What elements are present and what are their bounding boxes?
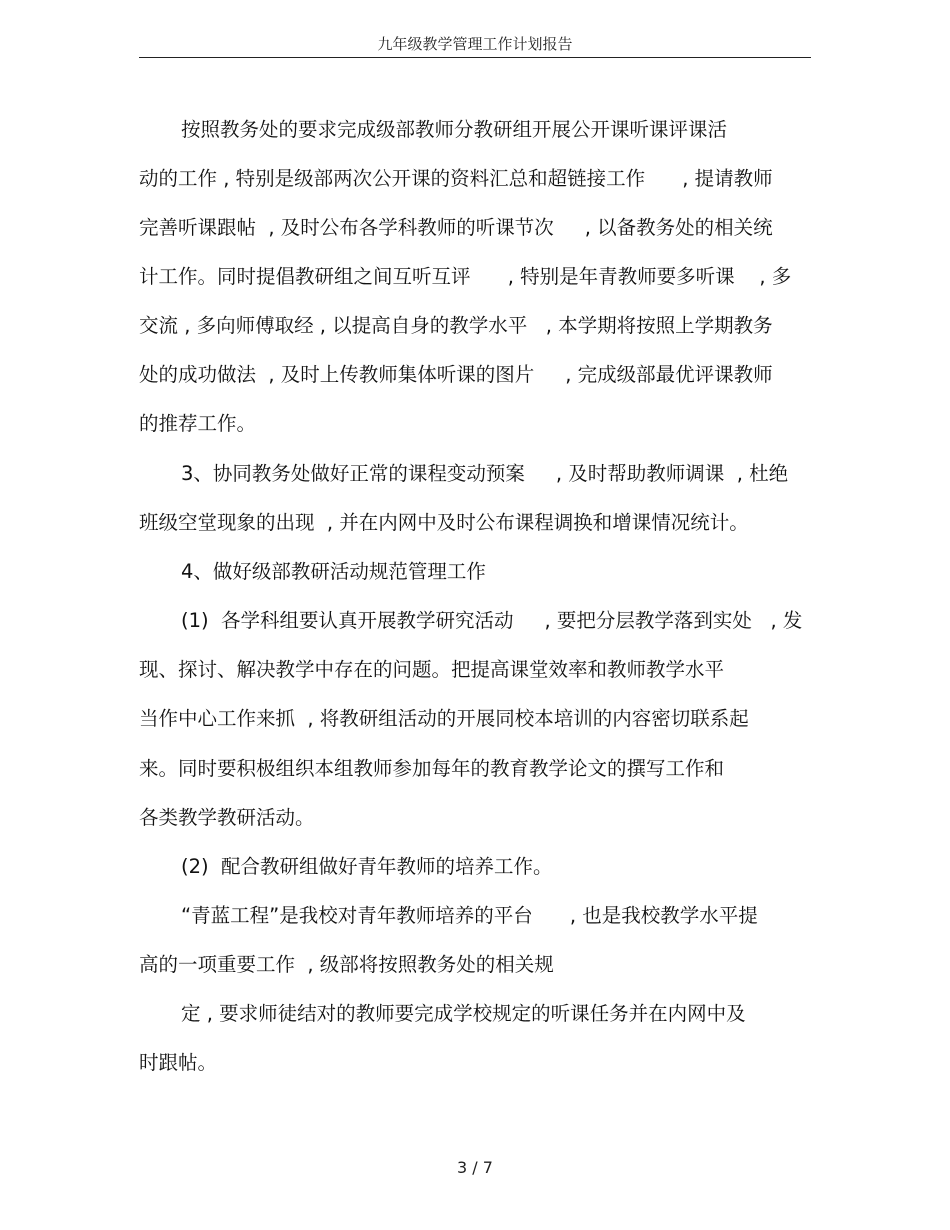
body-line: 计工作。同时提倡教研组之间互听互评 , 特别是年青教师要多听课 , 多 bbox=[139, 265, 792, 288]
header-title: 九年级教学管理工作计划报告 bbox=[377, 35, 573, 53]
body-line: 的推荐工作。 bbox=[139, 412, 257, 435]
body-line: “青蓝工程”是我校对青年教师培养的平台 , 也是我校教学水平提 bbox=[181, 904, 758, 927]
body-line: 班级空堂现象的出现 , 并在内网中及时公布课程调换和增课情况统计。 bbox=[139, 511, 749, 534]
body-line: 交流 , 多向师傅取经 , 以提高自身的教学水平 , 本学期将按照上学期教务 bbox=[139, 314, 773, 337]
body-line: (1) 各学科组要认真开展教学研究活动 , 要把分层教学落到实处 , 发 bbox=[181, 609, 803, 632]
body-line: 完善听课跟帖 , 及时公布各学科教师的听课节次 , 以备教务处的相关统 bbox=[139, 216, 773, 239]
page-number: 3 / 7 bbox=[457, 1158, 493, 1177]
body-line: 4、做好级部教研活动规范管理工作 bbox=[181, 560, 486, 583]
body-line: 时跟帖。 bbox=[139, 1051, 218, 1074]
body-line: 来。同时要积极组织本组教师参加每年的教育教学论文的撰写工作和 bbox=[139, 757, 725, 780]
body-line: 定 , 要求师徒结对的教师要完成学校规定的听课任务并在内网中及 bbox=[181, 1002, 746, 1025]
body-line: 按照教务处的要求完成级部教师分教研组开展公开课听课评课活 bbox=[181, 118, 728, 141]
body-line: 动的工作 , 特别是级部两次公开课的资料汇总和超链接工作 , 提请教师 bbox=[139, 167, 773, 190]
header-divider bbox=[139, 57, 811, 58]
body-line: (2) 配合教研组做好青年教师的培养工作。 bbox=[181, 855, 553, 878]
body-line: 各类教学教研活动。 bbox=[139, 806, 315, 829]
body-line: 处的成功做法 , 及时上传教师集体听课的图片 , 完成级部最优评课教师 bbox=[139, 363, 773, 386]
body-line: 现、探讨、解决教学中存在的问题。把提高课堂效率和教师教学水平 bbox=[139, 658, 725, 681]
body-line: 当作中心工作来抓 , 将教研组活动的开展同校本培训的内容密切联系起 bbox=[139, 707, 749, 730]
body-line: 高的一项重要工作 , 级部将按照教务处的相关规 bbox=[139, 953, 554, 976]
body-line: 3、协同教务处做好正常的课程变动预案 , 及时帮助教师调课 , 杜绝 bbox=[181, 462, 789, 485]
